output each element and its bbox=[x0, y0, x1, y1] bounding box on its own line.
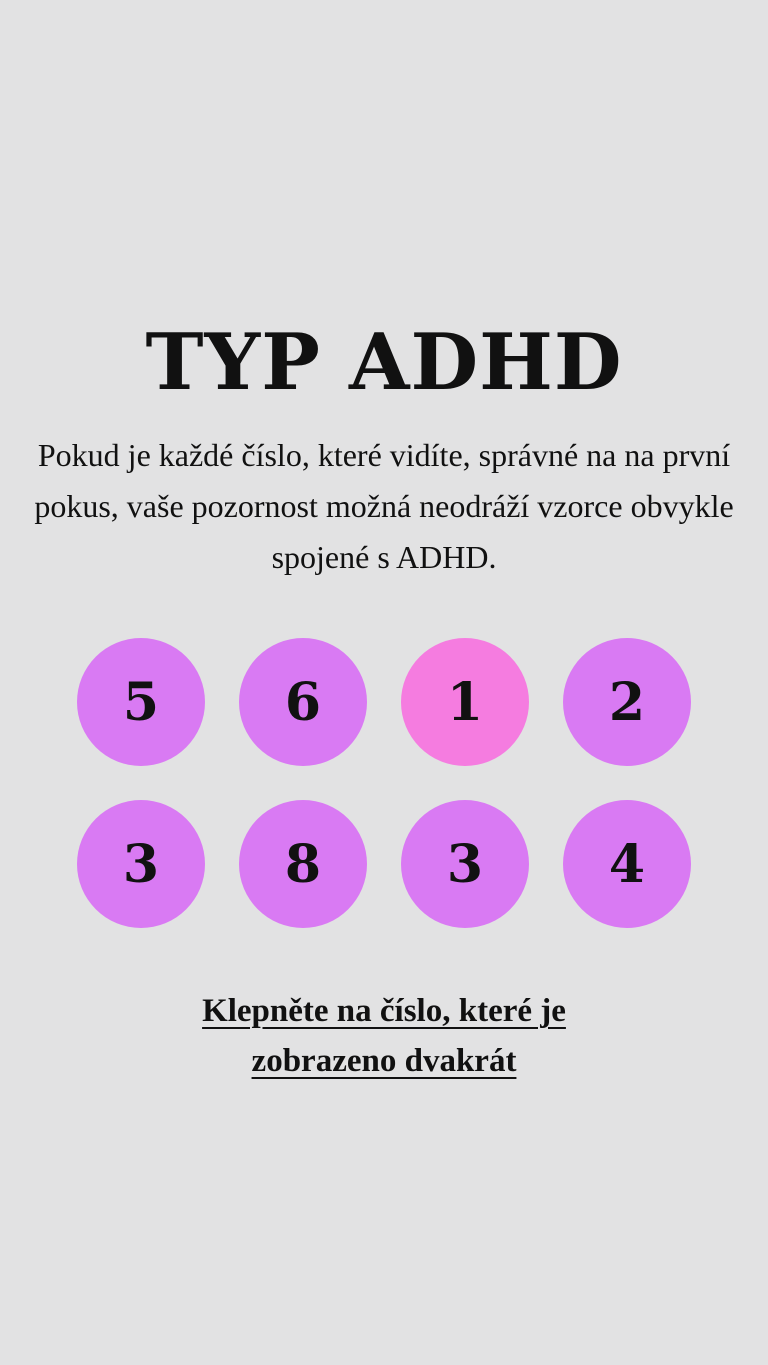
number-circle[interactable]: 1 bbox=[401, 638, 529, 766]
number-circle[interactable]: 4 bbox=[563, 800, 691, 928]
instruction-line-1[interactable]: Klepněte na číslo, které je bbox=[202, 993, 566, 1029]
number-circle[interactable]: 2 bbox=[563, 638, 691, 766]
number-grid bbox=[77, 638, 691, 928]
number-circle[interactable]: 5 bbox=[77, 638, 205, 766]
page-title: TYP ADHD bbox=[145, 317, 623, 408]
instruction-link[interactable] bbox=[84, 986, 684, 1086]
number-circle[interactable]: 3 bbox=[401, 800, 529, 928]
number-circle[interactable]: 8 bbox=[239, 800, 367, 928]
number-circle[interactable]: 6 bbox=[239, 638, 367, 766]
instruction-line-2[interactable]: zobrazeno dvakrát bbox=[251, 1043, 517, 1079]
number-circle[interactable]: 3 bbox=[77, 800, 205, 928]
description-text: Pokud je každé číslo, které vidíte, správné na na první pokus, vaše pozornost možná neodráží vzorce obvykle spojené s ADHD. bbox=[34, 437, 734, 575]
